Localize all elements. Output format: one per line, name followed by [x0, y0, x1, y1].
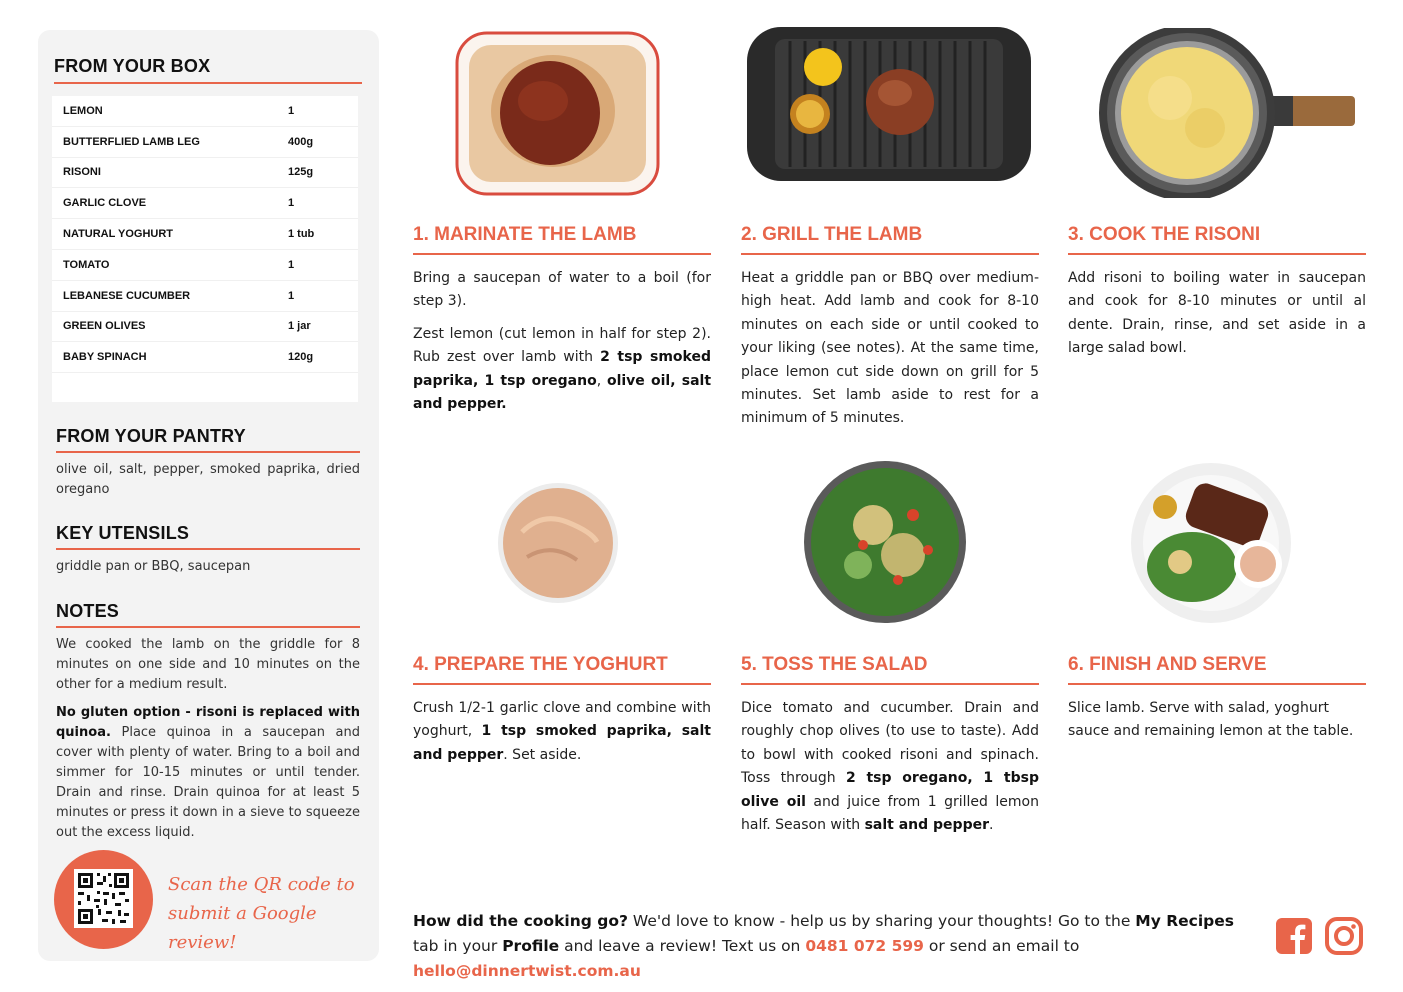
- step-text: ,: [596, 372, 607, 389]
- ingredient-name: BABY SPINACH: [63, 351, 147, 364]
- ingredients-sidebar: [38, 30, 379, 961]
- step-bold-text: 2 tsp smoked paprika, 1 tsp oregano: [413, 349, 711, 389]
- notes-paragraph: We cooked the lamb on the griddle for 8 minutes on one side and 10 minutes on the other for a medium result.: [56, 637, 360, 692]
- step-title: 5. TOSS THE SALAD: [741, 654, 1039, 685]
- ingredient-name: NATURAL YOGHURT: [63, 228, 173, 241]
- step-text: . Set aside.: [503, 746, 582, 763]
- step-4: [413, 654, 711, 767]
- ingredient-row: [52, 96, 358, 127]
- footer-text: and leave a review! Text us on: [559, 937, 806, 955]
- step-body: [741, 267, 1039, 431]
- utensils-title: KEY UTENSILS: [56, 523, 190, 543]
- step-title: 1. MARINATE THE LAMB: [413, 224, 711, 255]
- divider: [56, 451, 360, 453]
- ingredient-row: [52, 342, 358, 373]
- qr-badge: [54, 850, 153, 949]
- marinated-lamb-photo: [455, 31, 660, 196]
- profile-link[interactable]: Profile: [502, 937, 560, 955]
- utensils-text: griddle pan or BBQ, saucepan: [56, 559, 251, 574]
- ingredient-qty: 1: [288, 258, 295, 271]
- ingredient-name: TOMATO: [63, 258, 110, 271]
- step-bold-text: olive oil, salt and pepper.: [413, 372, 712, 413]
- ingredient-row: [52, 250, 358, 281]
- salad-bowl-photo: [803, 460, 967, 624]
- qr-caption-line: submit a Google review!: [168, 903, 317, 953]
- step-title: 3. COOK THE RISONI: [1068, 224, 1366, 255]
- step-title: 4. PREPARE THE YOGHURT: [413, 654, 711, 685]
- notes-text: Place quinoa in a saucepan and cover with plenty of water. Bring to a boil and simmer for 10-15 minutes or until tender. Drain and rinse. Drain quinoa for at least 5 minutes or press it down in a sieve to squeeze out the excess liquid.: [56, 725, 360, 840]
- ingredient-row: [52, 158, 358, 189]
- step-text: and juice from 1 grilled lemon half. Season with: [741, 793, 1039, 834]
- step-3: [1068, 224, 1366, 361]
- phone-link[interactable]: 0481 072 599: [805, 937, 924, 955]
- ingredient-name: LEBANESE CUCUMBER: [63, 289, 191, 302]
- my-recipes-link[interactable]: My Recipes: [1135, 912, 1234, 930]
- step-paragraph: [413, 323, 711, 417]
- qr-caption-line: Scan the QR code to: [168, 874, 355, 895]
- step-6: [1068, 654, 1366, 744]
- footer-question: How did the cooking go?: [413, 912, 628, 930]
- step-text: Zest lemon (cut lemon in half for step 2). Rub zest over lamb with: [413, 325, 711, 366]
- step-text: .: [989, 817, 994, 834]
- ingredient-name: BUTTERFLIED LAMB LEG: [63, 135, 200, 148]
- step-paragraph: Slice lamb. Serve with salad, yoghurt sauce and remaining lemon at the table.: [1068, 700, 1354, 740]
- step-paragraph: Heat a griddle pan or BBQ over medium-high heat. Add lamb and cook for 8-10 minutes on each side or until cooked to your liking (see notes). At the same time, place lemon cut side down on grill for 5 minutes. Set lamb aside to rest for a minimum of 5 minutes.: [741, 270, 1039, 427]
- ingredient-qty: 400g: [288, 135, 314, 148]
- ingredient-row: [52, 188, 358, 219]
- instagram-icon[interactable]: [1325, 917, 1363, 955]
- step-body: [413, 697, 711, 767]
- ingredient-qty: 1: [288, 104, 295, 117]
- feedback-footer: [413, 909, 1263, 984]
- ingredient-row: [52, 127, 358, 158]
- ingredient-row: [52, 219, 358, 250]
- step-bold-text: 1 tsp smoked paprika, salt and pepper: [413, 723, 711, 763]
- notes-bold: No gluten option - risoni is replaced with quinoa.: [56, 705, 360, 740]
- box-title: FROM YOUR BOX: [54, 56, 211, 76]
- step-5: [741, 654, 1039, 837]
- ingredient-name: RISONI: [63, 166, 101, 179]
- step-paragraph: Bring a saucepan of water to a boil (for step 3).: [413, 270, 711, 310]
- ingredient-qty: 120g: [288, 351, 314, 364]
- ingredient-row: [52, 312, 358, 343]
- step-body: [741, 697, 1039, 837]
- plated-dish-photo: [1130, 462, 1292, 624]
- ingredient-qty: 1 jar: [288, 320, 311, 333]
- ingredient-name: LEMON: [63, 104, 103, 117]
- notes-gluten-paragraph: [56, 703, 360, 843]
- divider: [56, 548, 360, 550]
- ingredient-qty: 1 tub: [288, 228, 315, 241]
- step-text: Crush 1/2-1 garlic clove and combine with yoghurt,: [413, 700, 711, 740]
- ingredient-qty: 1: [288, 289, 295, 302]
- step-text: Dice tomato and cucumber. Drain and roughly chop olives (to use to taste). Add to bowl with cooked risoni and spinach. Toss through: [741, 700, 1039, 787]
- qr-caption: [168, 870, 368, 957]
- step-body: [413, 267, 711, 416]
- step-bold-text: salt and pepper: [864, 817, 989, 834]
- notes-title: NOTES: [56, 601, 120, 621]
- pantry-text: olive oil, salt, pepper, smoked paprika, dried oregano: [56, 462, 360, 497]
- step-1: [413, 224, 711, 416]
- ingredient-qty: 125g: [288, 166, 314, 179]
- step-paragraph: [413, 697, 711, 767]
- step-title: 6. FINISH AND SERVE: [1068, 654, 1366, 685]
- footer-text: or send an email to: [923, 937, 1080, 955]
- facebook-icon[interactable]: [1275, 917, 1313, 955]
- risoni-strainer-photo: [1095, 28, 1357, 198]
- step-2: [741, 224, 1039, 431]
- step-paragraph: Add risoni to boiling water in saucepan and cook for 8-10 minutes or until al dente. Drain, rinse, and set aside in a large salad bowl.: [1068, 270, 1366, 357]
- divider: [54, 82, 362, 84]
- ingredient-row: [52, 281, 358, 312]
- qr-code-icon[interactable]: [74, 869, 133, 928]
- step-bold-text: 2 tsp oregano, 1 tbsp olive oil: [741, 770, 1039, 810]
- footer-text: We'd love to know - help us by sharing your thoughts! Go to the: [627, 912, 1136, 930]
- ingredients-table: [52, 96, 358, 402]
- email-link[interactable]: hello@dinnertwist.com.au: [413, 962, 641, 980]
- step-paragraph: [741, 697, 1039, 837]
- step-title: 2. GRILL THE LAMB: [741, 224, 1039, 255]
- ingredient-name: GARLIC CLOVE: [63, 197, 147, 210]
- pantry-title: FROM YOUR PANTRY: [56, 426, 246, 446]
- yoghurt-bowl-photo: [497, 482, 619, 604]
- step-body: [1068, 697, 1366, 744]
- step-body: [1068, 267, 1366, 361]
- griddle-pan-photo: [745, 25, 1033, 183]
- ingredient-qty: 1: [288, 197, 295, 210]
- ingredient-name: GREEN OLIVES: [63, 320, 146, 333]
- divider: [56, 626, 360, 628]
- footer-text: tab in your: [413, 937, 503, 955]
